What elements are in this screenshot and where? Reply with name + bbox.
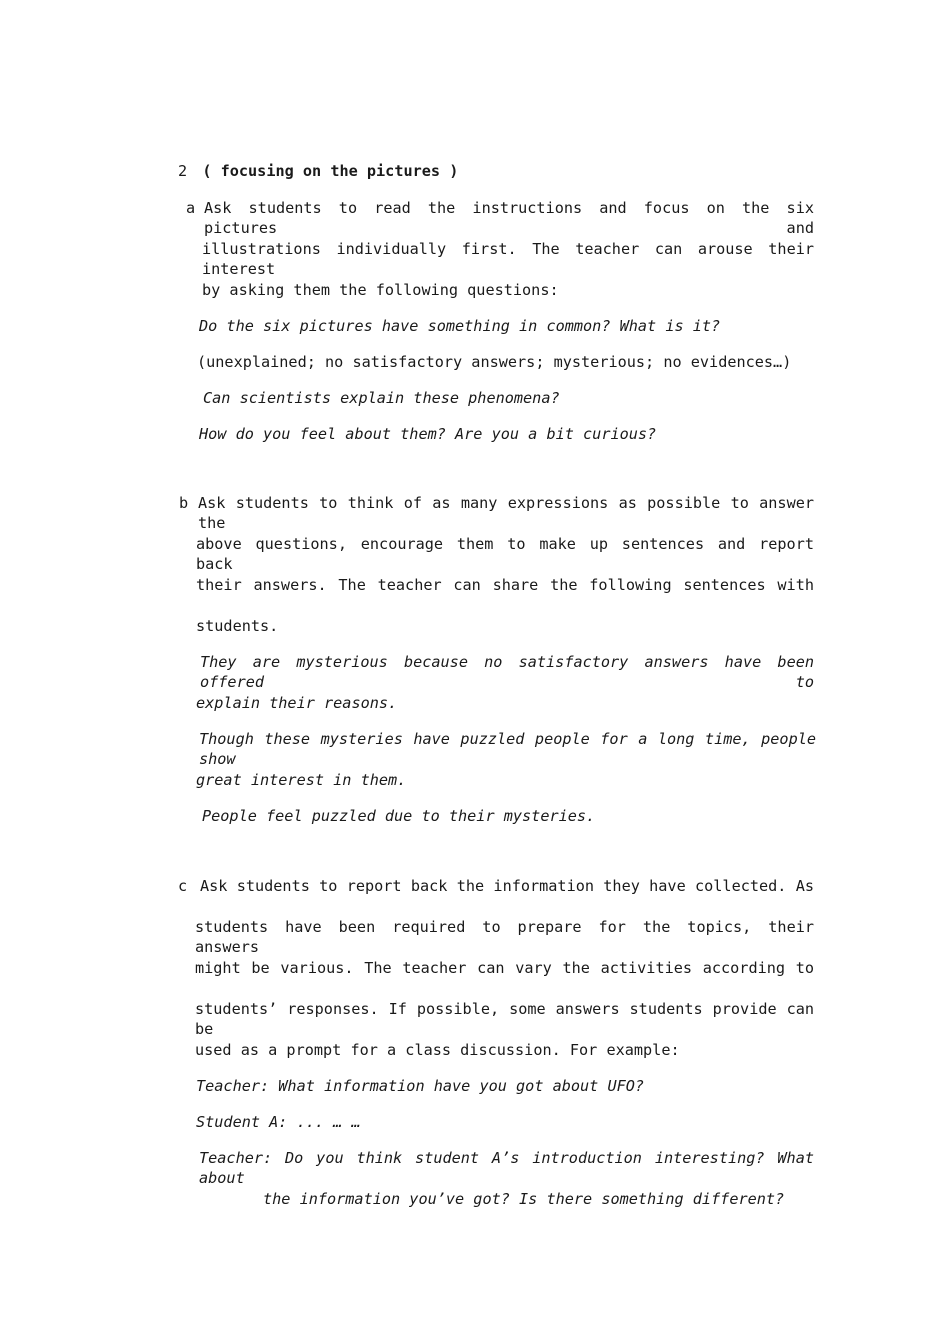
section-b-line-4: students.	[196, 617, 279, 635]
example-sentence-1-line-2: explain their reasons.	[196, 694, 398, 712]
section-a-line-3: by asking them the following questions:	[202, 281, 559, 299]
dialogue-line-1: Teacher: What information have you got about UFO?	[196, 1077, 645, 1095]
section-c-line-2: students have been required to prepare for the topics, their answers	[195, 918, 814, 956]
example-sentence-1-line-1: They are mysterious because no satisfactory answers have been offered to	[200, 653, 814, 691]
section-b-line-3: their answers. The teacher can share the following sentences with	[196, 576, 814, 594]
section-c-line-5: used as a prompt for a class discussion. For example:	[195, 1041, 680, 1059]
dialogue-line-3-continued: the information you’ve got? Is there something different?	[263, 1190, 785, 1208]
heading-number: 2	[178, 162, 188, 180]
section-a-label: a	[186, 199, 196, 217]
section-a-line-1: Ask students to read the instructions and focus on the six pictures and	[204, 199, 814, 237]
section-a-answer-keywords: (unexplained; no satisfactory answers; mysterious; no evidences…)	[197, 353, 792, 371]
heading-title: ( focusing on the pictures )	[202, 162, 459, 180]
section-c-line-4: students’ responses. If possible, some answers students provide can be	[195, 1000, 814, 1038]
section-c-line-3: might be various. The teacher can vary the activities according to	[195, 959, 814, 977]
section-b-line-2: above questions, encourage them to make up sentences and report back	[196, 535, 814, 573]
section-a-line-2: illustrations individually first. The teacher can arouse their interest	[202, 240, 814, 278]
section-a-question-1: Do the six pictures have something in common? What is it?	[199, 317, 721, 335]
example-sentence-2-line-1: Though these mysteries have puzzled people for a long time, people show	[199, 730, 816, 768]
section-a-question-2: Can scientists explain these phenomena?	[203, 389, 560, 407]
section-b-label: b	[179, 494, 189, 512]
section-c-label: c	[178, 877, 188, 895]
example-sentence-2-line-2: great interest in them.	[196, 771, 407, 789]
dialogue-line-2: Student A: ... … …	[196, 1113, 361, 1131]
section-b-line-1: Ask students to think of as many expressions as possible to answer the	[198, 494, 814, 532]
section-c-line-1: Ask students to report back the information they have collected. As	[200, 877, 814, 895]
section-heading	[178, 161, 458, 181]
dialogue-line-3: Teacher: Do you think student A’s introduction interesting? What about	[199, 1149, 814, 1187]
example-sentence-3: People feel puzzled due to their mysteries.	[202, 807, 596, 825]
section-a-question-3: How do you feel about them? Are you a bit curious?	[199, 425, 657, 443]
